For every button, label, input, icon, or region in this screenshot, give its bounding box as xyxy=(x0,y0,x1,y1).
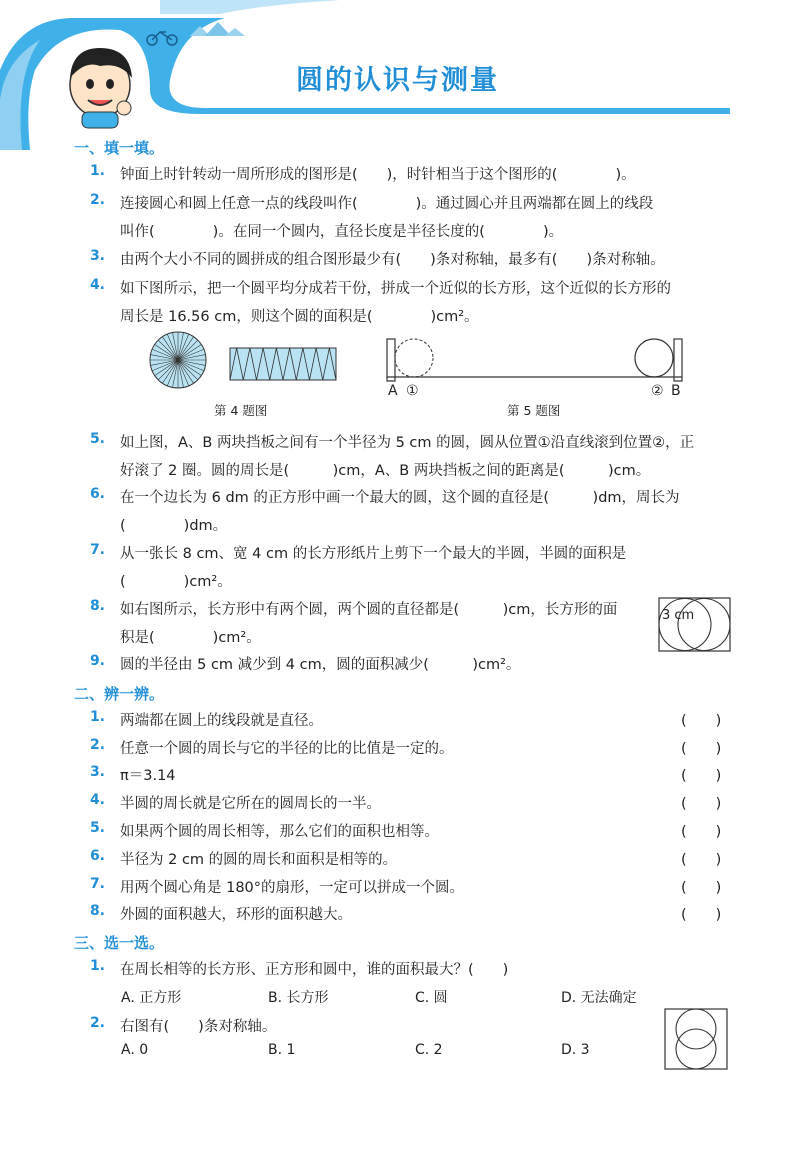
q6-text-line2: ( )dm。 xyxy=(120,518,228,534)
q2-text-line1: 连接圆心和圆上任意一点的线段叫作( )。通过圆心并且两端都在圆上的线段 xyxy=(120,196,654,212)
judge1-number: 1. xyxy=(89,709,105,725)
judge4-number: 4. xyxy=(89,792,105,808)
figure-5-label-a: A xyxy=(388,383,398,399)
choose1-option-b[interactable]: B. 长方形 xyxy=(268,990,329,1006)
q6-text-line1: 在一个边长为 6 dm 的正方形中画一个最大的圆，这个圆的直径是( )dm，周长为 xyxy=(120,490,680,506)
figure-4-diagram xyxy=(148,330,348,390)
q1-number: 1. xyxy=(89,163,105,179)
q8-text-line2: 积是( )cm²。 xyxy=(120,630,261,646)
q4-number: 4. xyxy=(89,277,105,293)
q7-text-line1: 从一张长 8 cm、宽 4 cm 的长方形纸片上剪下一个最大的半圆，半圆的面积是 xyxy=(120,546,627,562)
page-title: 圆的认识与测量 xyxy=(296,65,499,96)
q9-text: 圆的半径由 5 cm 减少到 4 cm，圆的面积减少( )cm²。 xyxy=(120,657,521,673)
judge1-answer-paren[interactable]: ( ) xyxy=(681,713,722,729)
choose2-figure xyxy=(664,1008,728,1070)
q8-text-line1: 如右图所示，长方形中有两个圆，两个圆的直径都是( )cm，长方形的面 xyxy=(120,602,618,618)
q2-text-line2: 叫作( )。在同一个圆内，直径长度是半径长度的( )。 xyxy=(120,224,564,240)
choose2-option-c[interactable]: C. 2 xyxy=(415,1042,443,1058)
section-heading-fill: 一、填一填。 xyxy=(74,139,165,157)
q4-text-line2: 周长是 16.56 cm，则这个圆的面积是( )cm²。 xyxy=(120,309,479,325)
judge8-text: 外圆的面积越大，环形的面积越大。 xyxy=(120,907,352,923)
q1-text: 钟面上时针转动一周所形成的图形是( )，时针相当于这个图形的( )。 xyxy=(120,167,636,183)
choose1-number: 1. xyxy=(89,958,105,974)
choose1-option-d[interactable]: D. 无法确定 xyxy=(561,990,637,1006)
figure-5-label-pos2: ② xyxy=(651,383,664,399)
judge4-text: 半圆的周长就是它所在的圆周长的一半。 xyxy=(120,796,381,812)
judge6-answer-paren[interactable]: ( ) xyxy=(681,852,722,868)
q6-number: 6. xyxy=(89,486,105,502)
q9-number: 9. xyxy=(89,653,105,669)
judge5-number: 5. xyxy=(89,820,105,836)
q4-text-line1: 如下图所示，把一个圆平均分成若干份，拼成一个近似的长方形，这个近似的长方形的 xyxy=(120,281,671,297)
judge5-answer-paren[interactable]: ( ) xyxy=(681,824,722,840)
choose2-number: 2. xyxy=(89,1015,105,1031)
judge7-number: 7. xyxy=(89,876,105,892)
judge5-text: 如果两个圆的周长相等，那么它们的面积也相等。 xyxy=(120,824,439,840)
section-heading-choose: 三、选一选。 xyxy=(74,934,165,952)
choose2-option-b[interactable]: B. 1 xyxy=(268,1042,296,1058)
q5-text-line2: 好滚了 2 圈。圆的周长是( )cm，A、B 两块挡板之间的距离是( )cm。 xyxy=(120,463,651,479)
figure-5-caption: 第 5 题图 xyxy=(507,403,561,418)
figure-5-label-b: B xyxy=(671,383,681,399)
choose2-text: 右图有( )条对称轴。 xyxy=(120,1019,277,1035)
judge1-text: 两端都在圆上的线段就是直径。 xyxy=(120,713,323,729)
judge2-text: 任意一个圆的周长与它的半径的比的比值是一定的。 xyxy=(120,741,454,757)
choose1-option-c[interactable]: C. 圆 xyxy=(415,990,448,1006)
judge6-text: 半径为 2 cm 的圆的周长和面积是相等的。 xyxy=(120,852,398,868)
q7-text-line2: ( )cm²。 xyxy=(120,574,232,590)
choose2-option-a[interactable]: A. 0 xyxy=(121,1042,149,1058)
figure-8-diagram xyxy=(658,597,731,653)
judge7-answer-paren[interactable]: ( ) xyxy=(681,880,722,896)
choose1-option-a[interactable]: A. 正方形 xyxy=(121,990,182,1006)
q5-number: 5. xyxy=(89,431,105,447)
judge3-answer-paren[interactable]: ( ) xyxy=(681,768,722,784)
judge8-number: 8. xyxy=(89,903,105,919)
judge3-text: π＝3.14 xyxy=(120,768,176,784)
boy-mascot-icon xyxy=(70,48,132,128)
q5-text-line1: 如上图，A、B 两块挡板之间有一个半径为 5 cm 的圆，圆从位置①沿直线滚到位置②，正 xyxy=(120,435,695,451)
choose1-text: 在周长相等的长方形、正方形和圆中，谁的面积最大？( ) xyxy=(120,962,509,978)
judge8-answer-paren[interactable]: ( ) xyxy=(681,907,722,923)
judge2-number: 2. xyxy=(89,737,105,753)
figure-8-label: 3 cm xyxy=(662,608,695,623)
figure-5-diagram xyxy=(380,333,690,405)
q2-number: 2. xyxy=(89,192,105,208)
figure-5-label-pos1: ① xyxy=(406,383,419,399)
judge7-text: 用两个圆心角是 180°的扇形，一定可以拼成一个圆。 xyxy=(120,880,465,896)
judge6-number: 6. xyxy=(89,848,105,864)
judge4-answer-paren[interactable]: ( ) xyxy=(681,796,722,812)
figure-4-caption: 第 4 题图 xyxy=(214,403,268,418)
judge2-answer-paren[interactable]: ( ) xyxy=(681,741,722,757)
q8-number: 8. xyxy=(89,598,105,614)
judge3-number: 3. xyxy=(89,764,105,780)
q7-number: 7. xyxy=(89,542,105,558)
section-heading-judge: 二、辨一辨。 xyxy=(74,685,165,703)
choose2-option-d[interactable]: D. 3 xyxy=(561,1042,590,1058)
q3-text: 由两个大小不同的圆拼成的组合图形最少有( )条对称轴，最多有( )条对称轴。 xyxy=(120,252,665,268)
q3-number: 3. xyxy=(89,248,105,264)
